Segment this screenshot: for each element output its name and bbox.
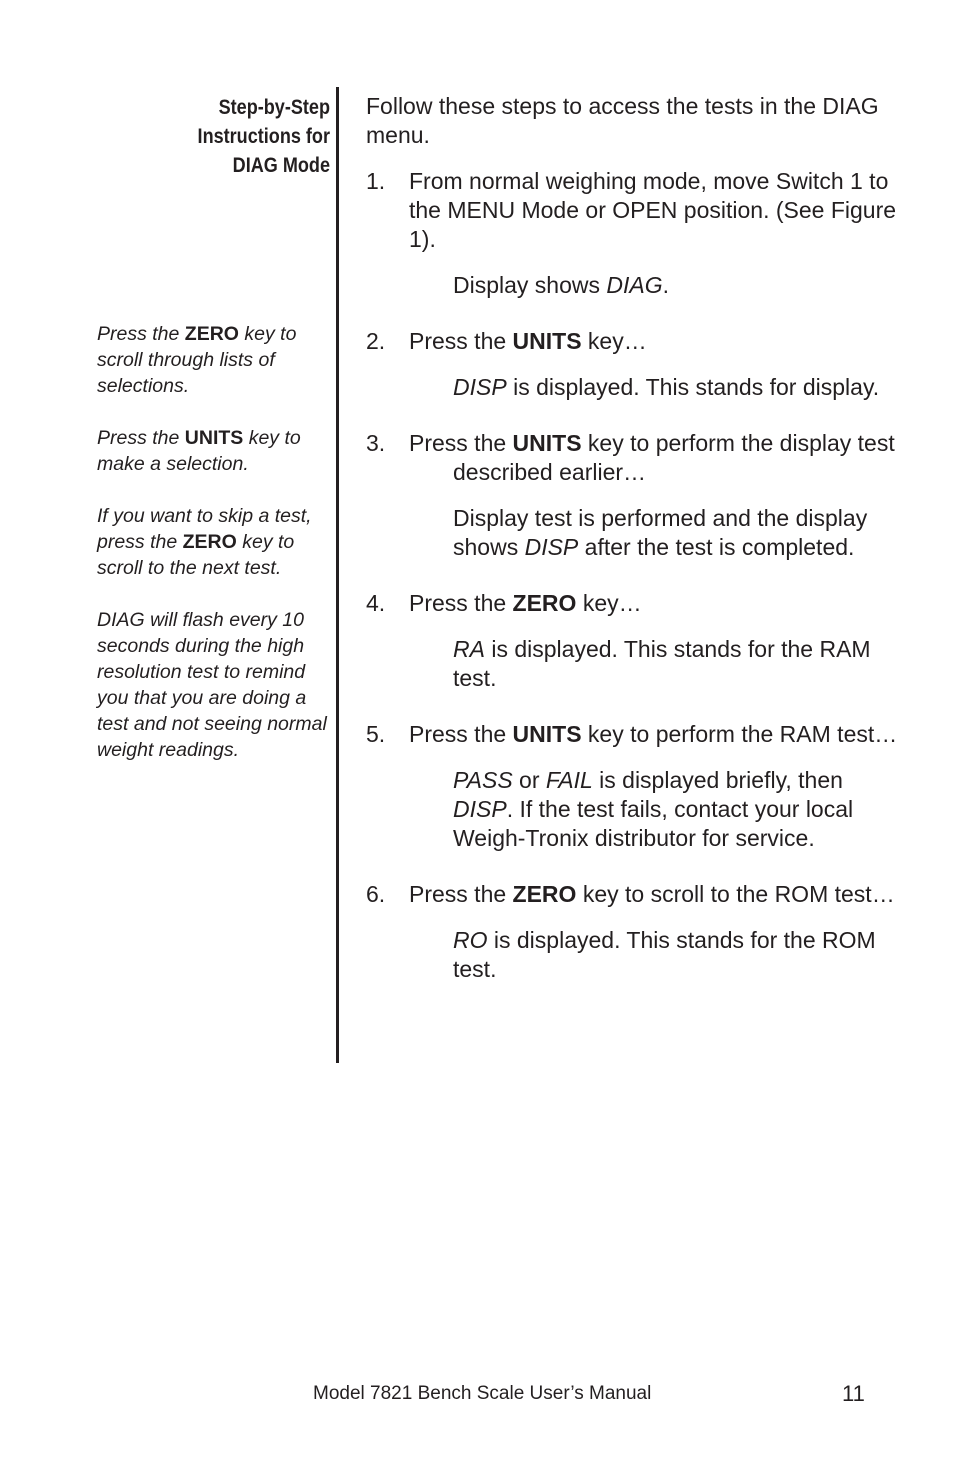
result-text: is displayed briefly, then [592,767,843,793]
step-number: 3. [366,430,386,456]
result-text: is displayed. This stands for the ROM test. [453,927,876,982]
result-text: after the test is completed. [578,534,855,560]
sidenotes [97,321,329,789]
sidenote-text: Press the [97,427,185,449]
key-name: UNITS [512,430,582,456]
step-result [453,926,906,984]
result-text: . If the test fails, contact your local Weigh-Tronix distributor for service. [453,796,854,851]
sidenote-text: key to scroll through lists of selections. [97,323,297,397]
display-readout: DISP [453,374,507,400]
step-text: Press the [409,721,513,747]
sidenote-key: ZERO [182,531,237,553]
display-readout: PASS [453,767,513,793]
step-instruction [366,327,906,356]
sidenote-text: key to make a selection. [97,427,301,475]
step-1 [366,167,906,300]
step-number: 5. [366,721,386,747]
display-readout: RA [453,636,485,662]
step-result [453,271,906,300]
sidenote-key: ZERO [184,323,239,345]
step-text: key… [581,328,647,354]
result-text: is displayed. This stands for the RAM test. [453,636,871,691]
key-name: ZERO [512,590,577,616]
step-result [453,766,906,853]
step-result [453,635,906,693]
step-text: key… [576,590,642,616]
step-2 [366,327,906,402]
sidenote-text: DIAG will flash every 10 seconds during the high resolution test to remind you that you are doing a test and not seeing normal weight readings. [97,609,327,761]
step-result [453,504,906,562]
display-readout: RO [453,927,488,953]
step-text: Press the [409,430,513,456]
display-readout: FAIL [545,767,593,793]
step-number: 2. [366,328,386,354]
main-column [366,92,906,984]
heading-line-2: Instructions for [197,125,330,148]
step-text: key to scroll to the ROM test… [576,881,895,907]
result-text: is displayed. This stands for display. [506,374,880,400]
step-text: Press the [409,881,513,907]
display-readout: DIAG [606,272,663,298]
heading-line-1: Step-by-Step [218,96,330,119]
step-text: From normal weighing mode, move Switch 1 to the MENU Mode or OPEN position. (See Figure 1). [409,168,897,252]
step-3 [366,429,906,562]
result-text: Display shows [453,272,607,298]
sidenote-key: UNITS [184,427,244,449]
step-result [453,373,906,402]
sidenote [97,425,329,477]
step-instruction [366,589,906,618]
result-text: . [662,272,670,298]
intro-text: Follow these steps to access the tests in the DIAG menu. [366,93,879,148]
sidenote-text: If you want to skip a test, press the [97,505,312,553]
step-text: Press the [409,328,513,354]
sidenote-text: Press the [97,323,185,345]
step-number: 6. [366,881,386,907]
footer-title: Model 7821 Bench Scale User’s Manual [313,1383,652,1404]
key-name: ZERO [512,881,577,907]
step-instruction [366,880,906,909]
step-6 [366,880,906,984]
sidenote [97,321,329,399]
step-instruction [366,720,906,749]
key-name: UNITS [512,721,582,747]
heading-line-3: DIAG Mode [232,154,330,177]
key-name: UNITS [512,328,582,354]
step-4 [366,589,906,693]
step-text: Press the [409,590,513,616]
result-text: Display test is performed and the display shows [453,505,868,560]
step-text: key to perform the RAM test… [581,721,898,747]
sidenote [97,503,329,581]
step-instruction [366,429,906,487]
step-5 [366,720,906,853]
section-heading [124,93,330,180]
vertical-divider [336,87,339,1063]
step-number: 4. [366,590,386,616]
step-number: 1. [366,168,386,194]
step-text: key to perform the display test described earlier… [453,430,895,485]
sidenote-text: key to scroll to the next test. [97,531,295,579]
sidenote [97,607,329,763]
step-instruction [366,167,906,254]
display-readout: DISP [453,796,507,822]
display-readout: DISP [524,534,579,560]
page-number: 11 [842,1381,865,1406]
result-text: or [512,767,546,793]
